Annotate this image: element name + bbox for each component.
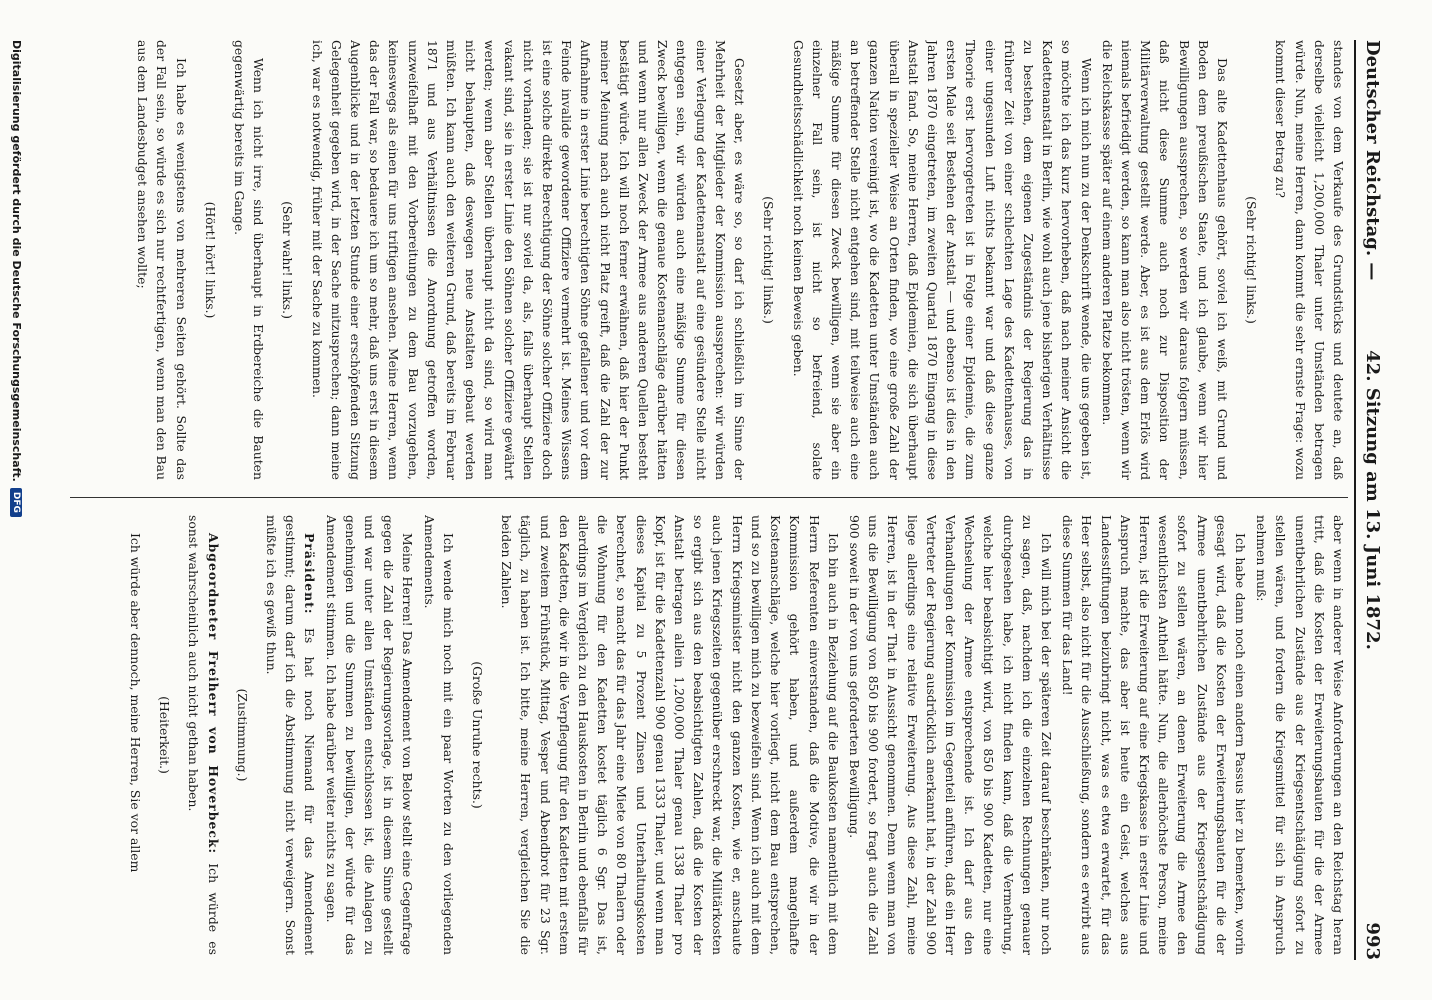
- text-column-left: [70, 40, 1348, 480]
- paragraph-text: Meine Herren! Das Amendement von Below stellt eine Gegenfrage gegen die Zahl der Regierungsvorlage, ist in diesem Sinne gestellt und war unter allen Umständen entschlossen ist, die Anlagen zu genehmigen und die Summen zu bewilligen, der würde für das Amendement stimmen. Ich habe darüber weiter nichts zu sagen.: [323, 515, 416, 955]
- paragraph: [262, 515, 320, 955]
- credit-text: Digitalisierung gefördert durch die Deutsche Forschungsgemeinschaft.: [10, 40, 23, 482]
- digitization-credit: [10, 40, 23, 960]
- paragraph-text: (Große Unruhe rechts.): [470, 661, 486, 809]
- paragraph: [126, 515, 145, 955]
- header-publication: Deutscher Reichstag. —: [1362, 40, 1383, 281]
- paragraph-text: Das alte Kadettenhaus gehört, soviel ich weiß, mit Grund und Boden dem preußischen Staate, und ich glaube, wenn wir hier Bewilligungen aussprechen, so werden wir daraus folgern müssen, daß nicht diese Summe auch noch zur Disposition der Militärverwaltung gestellt werde. Aber, es ist aus dem Erlös wird niemals befriedigt werden, so kann man also nicht trösten, wenn wir die Reichskasse später auf einem anderen Platze bekommen.: [1099, 40, 1230, 480]
- paragraph: [419, 515, 457, 955]
- paragraph: [321, 515, 417, 955]
- paragraph: [230, 40, 268, 480]
- paragraph: [133, 40, 191, 480]
- page-number: 993: [1362, 922, 1383, 960]
- paragraph-text: Ich würde aber dennoch, meine Herren, Sie vor allem: [128, 533, 144, 873]
- paragraph-text: Ich will mich bei der späteren Zeit darauf beschränken, nur noch zu sagen, daß, nachdem ich die einzelnen Rechnungen genauer durchgesehen habe, ich nicht finden kann, daß die Vermehrung, welche hier beabsichtigt wird, von 850 bis 900 Kadetten, nur eine Wechselung der Armee entsprechende ist. Ich darf aus den Verhandlungen der Kommission im Gegenteil anführen, daß ein Herr Vertreter der Regierung ausdrücklich anerkannt hat, in der Zahl 900 liege allerdings eine relative Erweiterung. Aus diese Zahl, meine Herren, ist in der That in Aussicht genommen. Denn wenn man von uns die Bewilligung von 850 bis 900 fordert, so fragt auch die Zahl 900 soweit in der von uns geforderten Bewilligung.: [846, 515, 1054, 955]
- paragraph-text: Ich wende mich noch mit ein paar Worten zu den vorliegenden Amendements.: [421, 515, 456, 955]
- paragraph-text: Es hat noch Niemand für das Amendement gestimmt; darum darf ich die Abstimmung nicht verweigern. Sonst müßte ich es gewiß thun.: [264, 515, 318, 955]
- interjection: [278, 40, 297, 480]
- paragraph: [497, 515, 843, 955]
- header-session: 42. Sitzung am 13. Juni 1872.: [1362, 350, 1383, 650]
- paragraph: [1252, 515, 1348, 955]
- paragraph-text: Ich bin auch in Beziehung auf die Baukosten namentlich mit dem Herrn Referenten einverstanden, daß die Motive, die wir in der Kommission gehört haben, und außerdem mangelhafte Kostenanschläge, welche hier vorliegt, nicht dem Bau entsprechen, und so zu bewilligen mich zu bezweifeln sind. Wenn ich auch mit dem Herrn Kriegsminister nicht den ganzen Kosten, wie er, anschaute auch jenen Kriegszeiten gegenüber erschreckt war, die Militärkosten so ergibt sich aus den beabsichtigten Zahlen, daß die Kosten der Anstalt betragen allein 1,200,000 Thaler genau 1338 Thaler pro Kopf, ist für die Kadettenzahl 900 genau 1333 Thaler, und wenn man dieses Kapital zu 5 Prozent Zinsen und Unterhaltungskosten berechnet, so macht das für das Jahr eine Miete von 80 Thalern oder die Wohnung für den Kadetten kostet täglich 6 Sgr. Das ist, allerdings im Vergleich zu den Hauskosten in Berlin und ebenfalls für den Kadetten, die wir in die Verpflegung für den Kadetten mit erstem und zweitem Frühstück, Mittag, Vesper und Abendbrot für 23 Sgr. täglich, zu haben ist. Ich bitte, meine Herren, vergleichen Sie die beiden Zahlen.: [499, 515, 841, 955]
- paragraph: [307, 40, 749, 480]
- paragraph-text: Gesetzt aber, es wäre so, so darf ich schließlich im Sinne der Mehrheit der Mitglieder der Kommission aussprechen: wir würden einer Verlegung der Kadettenanstalt auf eine gesündere Stelle nicht entgegen sein, wir würden auch eine mäßige Summe für diesen Zweck bewilligen, wenn die genaue Kostenanschläge darüber hätten und wenn nur allen Zweck der Armee aus anderen Quellen besteht bestätigt würde. Ich will noch ferner erwähnen, daß hier der Punkt meiner Meinung nach auch nicht Platz greift, daß die Zahl der zur Aufnahme in erster Linie berechtigten Söhne gefallener und vor dem Feinde invalide gewordener Offiziere vermehrt ist. Meines Wissens ist eine solche direkte Berechtigung der Söhne solcher Offiziere doch nicht vorhanden; sie ist nur soviel da, als, falls überhaupt Stellen vakant sind, sie in erster Linie den Söhnen solcher Offiziere gewährt werden; wenn aber Stellen überhaupt nicht da sind, so wird man nicht behaupten, daß deswegen neue Anstalten gebaut werden müßten. Ich kann auch den weiteren Grund, daß bereits im Februar 1871 und aus Verhältnissen die Anordnung getroffen worden, unzweifelhaft mit den Vorbereitungen zu dem Bau vorzugehen, keineswegs als einen für uns triftigen ansehen. Meine Herren, wenn das der Fall war, so bedauere ich um so mehr, daß uns erst in diesem Augenblicke und in der letzten Stunde einer erschöpfenden Sitzung Gelegenheit gegeben wird, in der Sache mitzusprechen; dann meine ich, war es notwendig, früher mit der Sache zu kommen.: [309, 40, 748, 480]
- paragraph-text: (Sehr richtig! links.): [1244, 196, 1260, 324]
- interjection: [468, 515, 487, 955]
- paragraph-text: (Heiterkeit.): [157, 696, 173, 774]
- paragraph: [1271, 40, 1348, 480]
- paragraph-text: Wenn ich nicht irre, sind überhaupt in Erdbereiche die Bauten gegenwärtig bereits im Gange.: [232, 40, 267, 480]
- speaker-name: Abgeordneter Freiherr von Hoverbeck:: [205, 533, 221, 855]
- paragraph-text: (Hört! hört! links.): [202, 201, 218, 319]
- paragraph-text: (Zustimmung.): [234, 688, 250, 782]
- speaker-name: Präsident:: [302, 533, 318, 615]
- paragraph-text: (Sehr richtig! links.): [761, 196, 777, 324]
- paragraph-text: Ich habe es wenigstens von mehreren Seiten gehört. Sollte das der Fall sein, so würde es sich nur rechtfertigen, wenn man den Bau aus dem Landesbudget ansehen wollte;: [135, 40, 189, 480]
- interjection: [155, 515, 174, 955]
- column-divider: [70, 497, 1348, 498]
- interjection: [233, 515, 252, 955]
- paragraph: [184, 515, 222, 955]
- paragraph: [788, 40, 1095, 480]
- dfg-logo: DFG: [11, 488, 23, 517]
- paragraph: [845, 515, 1056, 955]
- interjection: [201, 40, 220, 480]
- paragraph: [1058, 515, 1250, 955]
- paragraph-text: aber wenn in anderer Weise Anforderungen an den Reichstag heran tritt, daß die Kosten der Erweiterungsbauten für die der Armee unentbehrlichen Zustände aus der Kriegsentschädigung sofort zu stellen wären, und fordern die Kriegsmittel für sich in Anspruch nehmen muß:: [1254, 515, 1346, 955]
- paragraph: [1098, 40, 1232, 480]
- interjection: [1242, 40, 1261, 480]
- interjection: [759, 40, 778, 480]
- page-header: [1354, 40, 1402, 960]
- paragraph-text: Wenn ich mich nun zu der Denkschrift wende, die uns gegeben ist, so möchte ich das kurz hervorheben, daß nach meiner Ansicht die Kadettenanstalt in Berlin, wie wohl auch jene bisherigen Verhältnisse zu bestehen, dem eigenen Zugeständnis der Regierung das in früherer Zeit von einer schlechten Lage des Kadettenhauses, von einer ungesunden Luft nichts bekannt war und daß diese ganze Theorie erst hervorgetreten ist in Folge einer Epidemie, die zum ersten Male seit Bestehen der Anstalt — und ebenso ist dies in den Jahren 1870 eingetreten, im zweiten Quartal 1870 Eingang in diese Anstalt fand. So, meine Herren, daß Epidemien, die sich überhaupt überall in spezieller Weise an Orten finden, wo eine große Zahl der ganzen Nation vereinigt ist, wo die Kadetten unter Umständen auch an betreffender Stelle nicht entgehen sind, mit teilweise auch eine mäßige Summe für diesen Zweck bewilligen, wenn sie aber ein einzelner Fall sein, ist nicht so befreiend, solate Gesundheitsschädlichkeit noch keinen Beweis geben.: [790, 40, 1094, 480]
- text-column-right: [70, 515, 1348, 955]
- paragraph-text: Ich habe dann noch einen andern Passus hier zu bemerken, worin gesagt wird, daß die Kosten der Erweiterungsbauten für die der Armee unentbehrlichen Zustände aus der Kriegsentschädigung sofort zu stellen wären, an denen Erweiterung die Armee den wesentlichsten Antheil hätte. Nun, die allerhöchste Person, meine Herren, ist die Erweiterung auf eine Kriegskasse in erster Linie und Anspruch machte, das aber ist heute ein Geist, welches aus Landesstiftungen beizubringt nicht, was es etwa erwartet, für das Heer selbst, also nicht für die Ausschließung, sondern es erwirbt aus diese Summen für das Land!: [1060, 515, 1248, 955]
- paragraph-text: standes von dem Verkaufe des Grundstücks und deutete an, daß derselbe vielleicht 1,200,000 Thaler unter Umständen betragen würde. Nun, meine Herren, dann kommt die sehr ernste Frage: wozu kommt dieser Betrag zu?: [1273, 40, 1346, 480]
- paragraph-text: (Sehr wahr! links.): [280, 201, 296, 319]
- paragraph-text: Ich würde es sonst wahrscheinlich auch nicht gethan haben.: [186, 515, 221, 955]
